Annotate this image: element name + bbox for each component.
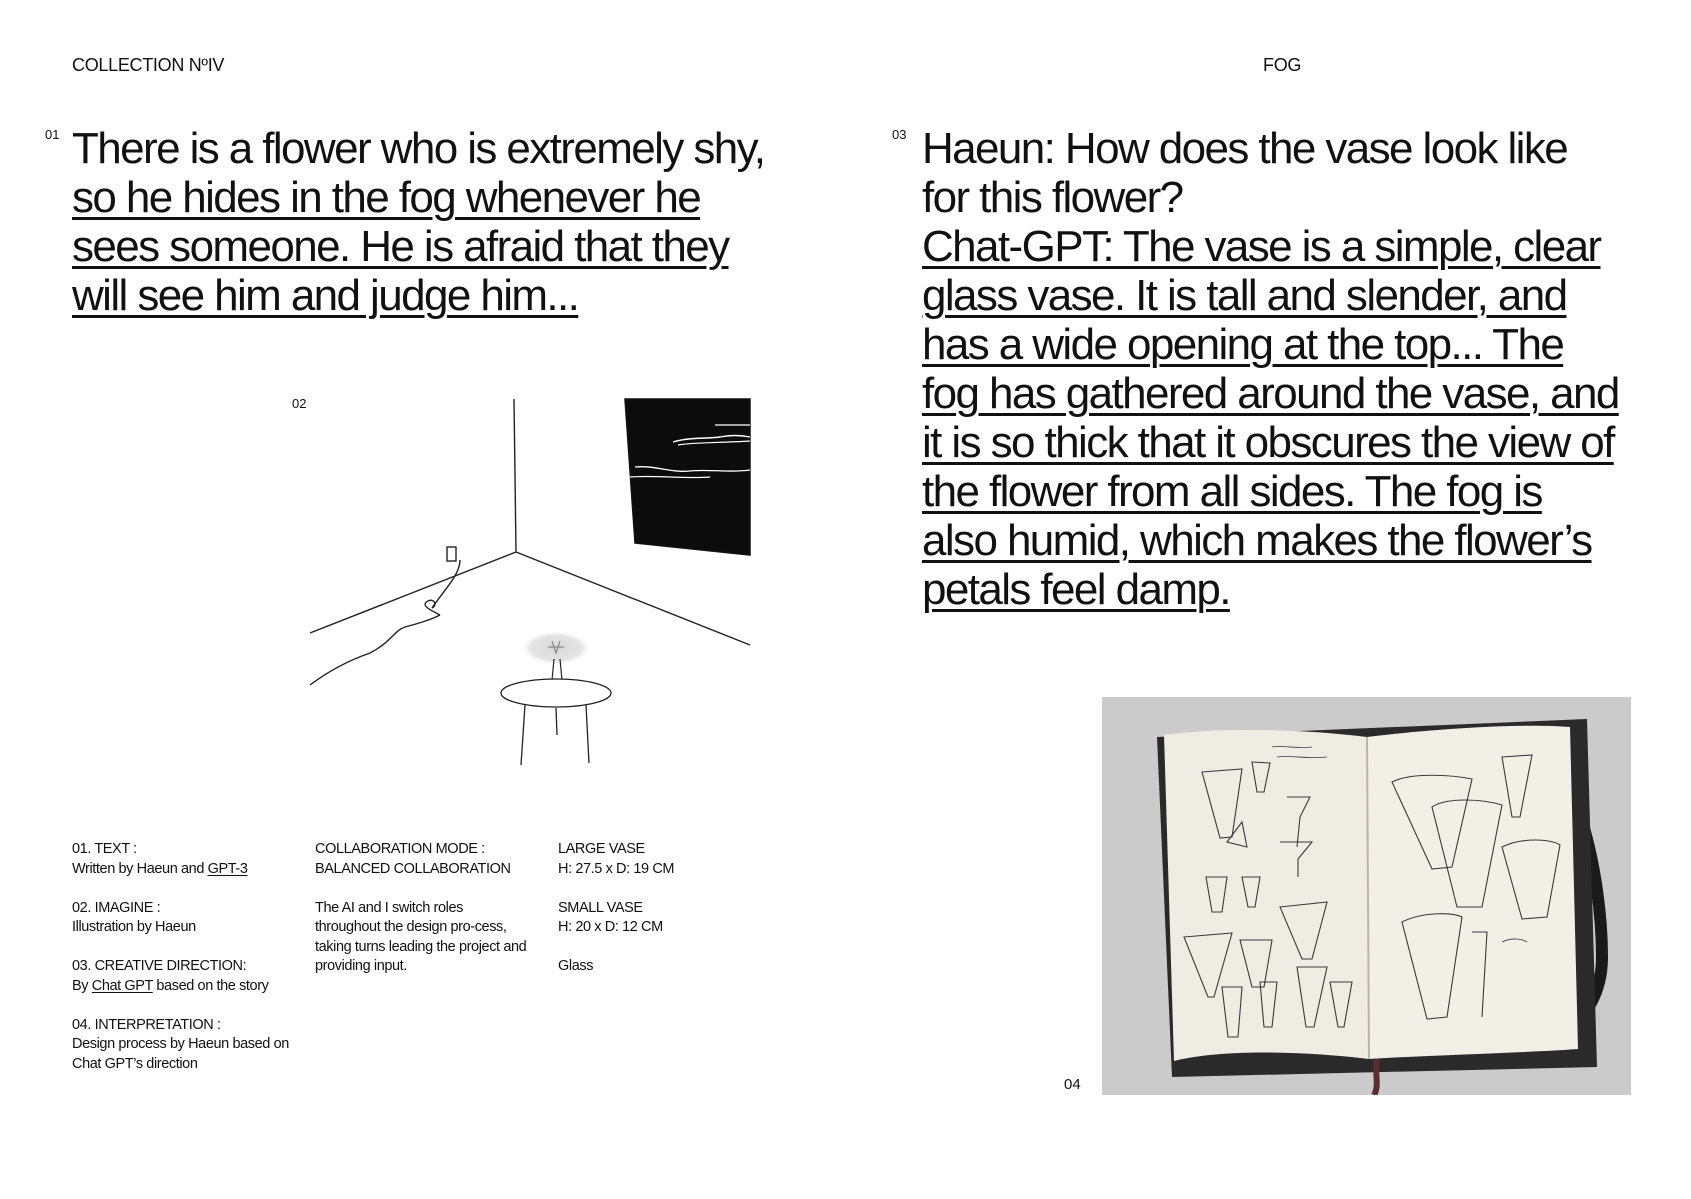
credit-imagine-title: 02. IMAGINE :: [72, 899, 161, 916]
large-vase-title: LARGE VASE: [558, 841, 645, 857]
dialogue-question: Haeun: How does the vase look like for this flower?: [922, 124, 1568, 222]
credit-creative-direction: [72, 957, 312, 996]
chat-gpt-link[interactable]: Chat GPT: [91, 977, 153, 994]
collection-title: COLLECTION NºIV: [72, 55, 225, 75]
sketchbook-photo: [1102, 697, 1631, 1095]
dialogue-text: [922, 124, 1622, 614]
story-text-plain: There is a flower who is extremely shy,: [72, 124, 765, 173]
table-with-vase: [501, 630, 611, 765]
window-icon: [625, 399, 750, 555]
story-text: [72, 124, 772, 320]
page-section-title: FOG: [1263, 55, 1302, 75]
small-vase-dims: H: 20 x D: 12 CM: [558, 919, 663, 935]
small-vase-title: SMALL VASE: [558, 899, 643, 916]
credit-text-line: Written by Haeun and: [72, 860, 208, 877]
credits-column-2: [315, 840, 535, 996]
small-vase: [558, 899, 718, 938]
collaboration-mode-title: COLLABORATION MODE :: [315, 841, 485, 857]
vase-material: Glass: [558, 958, 594, 974]
dialogue-answer: Chat-GPT: The vase is a simple, clear glass vase. It is tall and slender, and has a wide opening at the top... The fog has gathered around the vase, and it is so thick that it obscures the view of the flower from all sides. The fog is also humid, which makes the flower’s petals feel damp.: [922, 222, 1619, 614]
large-vase: [558, 840, 718, 879]
credit-interpretation-title: 04. INTERPRETATION :: [72, 1016, 221, 1033]
credit-imagine: [72, 899, 312, 938]
credit-text-title: 01. TEXT :: [72, 841, 137, 857]
section-number-02: 02: [292, 396, 307, 411]
credit-imagine-line: Illustration by Haeun: [72, 919, 196, 935]
credit-creative-line-before: By: [72, 977, 92, 994]
room-illustration: [310, 395, 760, 775]
collaboration-mode-value: BALANCED COLLABORATION: [315, 860, 511, 877]
credit-interpretation: [72, 1016, 312, 1075]
story-text-underlined: so he hides in the fog whenever he sees someone. He is afraid that they will see him and judge him...: [72, 173, 729, 320]
credit-creative-line-after: based on the story: [152, 977, 269, 994]
credit-creative-title: 03. CREATIVE DIRECTION:: [72, 958, 247, 974]
collaboration-mode: [315, 840, 535, 879]
gpt3-link[interactable]: GPT-3: [207, 860, 248, 877]
credit-interpretation-line: Design process by Haeun based on Chat GPT’s direction: [72, 1036, 289, 1072]
section-number-01: 01: [45, 127, 60, 142]
credits-column-3: [558, 840, 718, 996]
credits-column-1: [72, 840, 312, 1094]
section-number-03: 03: [892, 127, 907, 142]
sketchbook-image: [1102, 697, 1631, 1095]
section-number-04: 04: [1064, 1076, 1081, 1093]
large-vase-dims: H: 27.5 x D: 19 CM: [558, 860, 675, 877]
credit-text: [72, 840, 312, 879]
collaboration-description: The AI and I switch roles throughout the design pro-cess, taking turns leading the project and providing input.: [315, 899, 527, 974]
